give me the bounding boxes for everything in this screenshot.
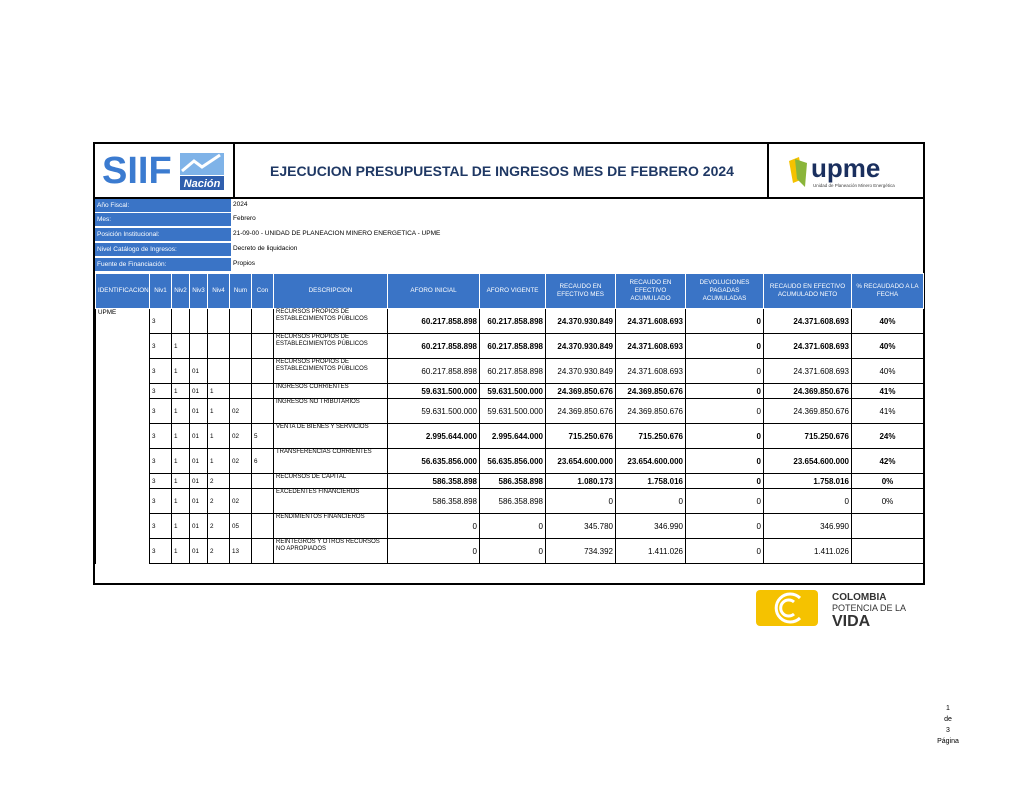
aforo-inicial-cell: 2.995.644.000: [388, 424, 480, 449]
niv2-cell: 1: [172, 399, 190, 424]
recaudo-acum-cell: 24.371.608.693: [616, 334, 686, 359]
niv1-cell: 3: [150, 514, 172, 539]
con-cell: [252, 334, 274, 359]
recaudo-mes-cell: 24.369.850.676: [546, 384, 616, 399]
con-cell: [252, 539, 274, 564]
info-value: 21-09-00 - UNIDAD DE PLANEACION MINERO ENERGETICA - UPME: [233, 230, 441, 237]
aforo-inicial-cell: 0: [388, 539, 480, 564]
table-row: [96, 474, 924, 489]
upme-logo: [767, 144, 923, 197]
recaudo-acum-cell: 24.371.608.693: [616, 359, 686, 384]
recaudo-mes-cell: 23.654.600.000: [546, 449, 616, 474]
recaudo-neto-cell: 24.371.608.693: [764, 359, 852, 384]
siif-logo-text: SIIF: [102, 149, 172, 192]
num-cell: [230, 474, 252, 489]
page-label: Página: [937, 738, 959, 745]
niv1-cell: 3: [150, 539, 172, 564]
table-row: [96, 359, 924, 384]
descripcion-cell: VENTA DE BIENES Y SERVICIOS: [274, 424, 388, 449]
descripcion-cell: INGRESOS CORRIENTES: [274, 384, 388, 399]
info-value: Propios: [233, 260, 256, 267]
column-header: Niv1: [150, 274, 172, 309]
porcentaje-cell: 42%: [852, 449, 924, 474]
con-cell: [252, 474, 274, 489]
aforo-vigente-cell: 2.995.644.000: [480, 424, 546, 449]
recaudo-mes-cell: 24.370.930.849: [546, 359, 616, 384]
niv2-cell: 1: [172, 384, 190, 399]
devoluciones-cell: 0: [686, 489, 764, 514]
descripcion-cell: TRANSFERENCIAS CORRIENTES: [274, 449, 388, 474]
niv3-cell: 01: [190, 424, 208, 449]
column-header: DESCRIPCION: [274, 274, 388, 309]
aforo-inicial-cell: 56.635.856.000: [388, 449, 480, 474]
niv2-cell: [172, 309, 190, 334]
porcentaje-cell: 41%: [852, 399, 924, 424]
table-row: [96, 334, 924, 359]
column-header: IDENTIFICACION: [96, 274, 150, 309]
niv4-cell: 2: [208, 474, 230, 489]
table-row: [96, 424, 924, 449]
budget-table-wrap: [95, 273, 923, 564]
budget-table: [95, 273, 924, 564]
niv4-cell: [208, 334, 230, 359]
niv4-cell: 2: [208, 489, 230, 514]
porcentaje-cell: [852, 514, 924, 539]
siif-nacion-logo: [95, 144, 235, 197]
devoluciones-cell: 0: [686, 334, 764, 359]
devoluciones-cell: 0: [686, 474, 764, 489]
recaudo-acum-cell: 1.758.016: [616, 474, 686, 489]
aforo-inicial-cell: 586.358.898: [388, 474, 480, 489]
aforo-vigente-cell: 60.217.858.898: [480, 309, 546, 334]
recaudo-neto-cell: 24.371.608.693: [764, 309, 852, 334]
con-cell: [252, 399, 274, 424]
descripcion-cell: RENDIMIENTOS FINANCIEROS: [274, 514, 388, 539]
table-row: [96, 449, 924, 474]
descripcion-cell: RECURSOS PROPIOS DE ESTABLECIMIENTOS PÚBLICOS: [274, 359, 388, 384]
report-title: EJECUCION PRESUPUESTAL DE INGRESOS MES DE FEBRERO 2024: [270, 162, 734, 179]
recaudo-neto-cell: 24.371.608.693: [764, 334, 852, 359]
aforo-vigente-cell: 60.217.858.898: [480, 334, 546, 359]
recaudo-acum-cell: 24.371.608.693: [616, 309, 686, 334]
recaudo-neto-cell: 715.250.676: [764, 424, 852, 449]
column-header: AFORO INICIAL: [388, 274, 480, 309]
porcentaje-cell: 40%: [852, 359, 924, 384]
num-cell: [230, 359, 252, 384]
con-cell: [252, 514, 274, 539]
niv3-cell: [190, 334, 208, 359]
descripcion-cell: RECURSOS PROPIOS DE ESTABLECIMIENTOS PÚBLICOS: [274, 309, 388, 334]
num-cell: 05: [230, 514, 252, 539]
aforo-inicial-cell: 586.358.898: [388, 489, 480, 514]
siif-logo-sub: Nación: [183, 177, 221, 190]
column-header: RECAUDO EN EFECTIVO ACUMULADO NETO: [764, 274, 852, 309]
niv3-cell: 01: [190, 384, 208, 399]
table-row: [96, 309, 924, 334]
identificacion-cell: UPME: [96, 309, 150, 564]
niv4-cell: 1: [208, 424, 230, 449]
column-header: Niv3: [190, 274, 208, 309]
recaudo-mes-cell: 24.370.930.849: [546, 334, 616, 359]
devoluciones-cell: 0: [686, 399, 764, 424]
report-info: [95, 197, 923, 273]
report-header: [95, 144, 923, 199]
niv1-cell: 3: [150, 309, 172, 334]
con-cell: [252, 359, 274, 384]
niv3-cell: 01: [190, 489, 208, 514]
descripcion-cell: RECURSOS PROPIOS DE ESTABLECIMIENTOS PÚBLICOS: [274, 334, 388, 359]
aforo-vigente-cell: 59.631.500.000: [480, 399, 546, 424]
recaudo-neto-cell: 23.654.600.000: [764, 449, 852, 474]
num-cell: 02: [230, 424, 252, 449]
colombia-text-1: COLOMBIA: [832, 592, 887, 603]
colombia-text-2: POTENCIA DE LA: [832, 603, 907, 613]
aforo-inicial-cell: 60.217.858.898: [388, 309, 480, 334]
num-cell: 13: [230, 539, 252, 564]
niv2-cell: 1: [172, 474, 190, 489]
aforo-inicial-cell: 59.631.500.000: [388, 399, 480, 424]
recaudo-neto-cell: 24.369.850.676: [764, 384, 852, 399]
num-cell: 02: [230, 399, 252, 424]
info-label: Mes:: [95, 213, 231, 226]
aforo-inicial-cell: 60.217.858.898: [388, 359, 480, 384]
info-label: Fuente de Financiación:: [95, 258, 231, 271]
porcentaje-cell: [852, 539, 924, 564]
aforo-vigente-cell: 586.358.898: [480, 489, 546, 514]
con-cell: 6: [252, 449, 274, 474]
niv4-cell: 2: [208, 539, 230, 564]
page-current: 1: [946, 705, 950, 712]
niv3-cell: 01: [190, 474, 208, 489]
niv3-cell: 01: [190, 539, 208, 564]
niv4-cell: 1: [208, 384, 230, 399]
column-header: Niv4: [208, 274, 230, 309]
con-cell: 5: [252, 424, 274, 449]
table-row: [96, 399, 924, 424]
niv4-cell: 2: [208, 514, 230, 539]
niv4-cell: 1: [208, 399, 230, 424]
aforo-inicial-cell: 0: [388, 514, 480, 539]
niv3-cell: 01: [190, 399, 208, 424]
recaudo-mes-cell: 0: [546, 489, 616, 514]
recaudo-neto-cell: 346.990: [764, 514, 852, 539]
info-row: [95, 199, 923, 213]
recaudo-mes-cell: 24.370.930.849: [546, 309, 616, 334]
column-header: AFORO VIGENTE: [480, 274, 546, 309]
upme-logo-graphic: [781, 149, 911, 193]
num-cell: [230, 384, 252, 399]
descripcion-cell: RECURSOS DE CAPITAL: [274, 474, 388, 489]
table-row: [96, 489, 924, 514]
info-row: [95, 213, 923, 227]
column-header: RECAUDO EN EFECTIVO ACUMULADO: [616, 274, 686, 309]
recaudo-acum-cell: 715.250.676: [616, 424, 686, 449]
devoluciones-cell: 0: [686, 424, 764, 449]
devoluciones-cell: 0: [686, 359, 764, 384]
niv1-cell: 3: [150, 474, 172, 489]
table-row: [96, 539, 924, 564]
table-row: [96, 514, 924, 539]
niv4-cell: [208, 309, 230, 334]
num-cell: 02: [230, 489, 252, 514]
info-label: Posición Institucional:: [95, 228, 231, 241]
niv4-cell: [208, 359, 230, 384]
niv2-cell: 1: [172, 539, 190, 564]
info-label: Año Fiscal:: [95, 199, 231, 212]
recaudo-acum-cell: 0: [616, 489, 686, 514]
recaudo-acum-cell: 23.654.600.000: [616, 449, 686, 474]
recaudo-acum-cell: 346.990: [616, 514, 686, 539]
siif-logo-graphic: [100, 149, 228, 193]
aforo-vigente-cell: 0: [480, 539, 546, 564]
recaudo-mes-cell: 345.780: [546, 514, 616, 539]
info-value: 2024: [233, 201, 248, 208]
porcentaje-cell: 40%: [852, 309, 924, 334]
num-cell: [230, 334, 252, 359]
aforo-inicial-cell: 59.631.500.000: [388, 384, 480, 399]
niv2-cell: 1: [172, 489, 190, 514]
niv1-cell: 3: [150, 489, 172, 514]
recaudo-mes-cell: 734.392: [546, 539, 616, 564]
table-header-row: [96, 274, 924, 309]
devoluciones-cell: 0: [686, 384, 764, 399]
info-row: [95, 228, 923, 242]
info-row: [95, 258, 923, 272]
con-cell: [252, 489, 274, 514]
column-header: DEVOLUCIONES PAGADAS ACUMULADAS: [686, 274, 764, 309]
porcentaje-cell: 40%: [852, 334, 924, 359]
upme-logo-text: upme: [811, 152, 881, 183]
column-header: % RECAUDADO A LA FECHA: [852, 274, 924, 309]
colombia-text-3: VIDA: [832, 613, 871, 628]
aforo-vigente-cell: 60.217.858.898: [480, 359, 546, 384]
devoluciones-cell: 0: [686, 539, 764, 564]
num-cell: [230, 309, 252, 334]
colombia-logo-graphic: [756, 588, 926, 628]
column-header: Niv2: [172, 274, 190, 309]
info-value: Febrero: [233, 215, 256, 222]
devoluciones-cell: 0: [686, 449, 764, 474]
porcentaje-cell: 0%: [852, 474, 924, 489]
niv1-cell: 3: [150, 399, 172, 424]
niv1-cell: 3: [150, 449, 172, 474]
info-value: Decreto de liquidacion: [233, 245, 298, 252]
recaudo-neto-cell: 0: [764, 489, 852, 514]
aforo-vigente-cell: 56.635.856.000: [480, 449, 546, 474]
recaudo-acum-cell: 24.369.850.676: [616, 399, 686, 424]
column-header: Con: [252, 274, 274, 309]
aforo-vigente-cell: 59.631.500.000: [480, 384, 546, 399]
recaudo-neto-cell: 1.411.026: [764, 539, 852, 564]
aforo-vigente-cell: 586.358.898: [480, 474, 546, 489]
niv3-cell: 01: [190, 449, 208, 474]
report-frame: [93, 142, 925, 585]
column-header: RECAUDO EN EFECTIVO MES: [546, 274, 616, 309]
devoluciones-cell: 0: [686, 514, 764, 539]
page-number: [928, 703, 968, 747]
descripcion-cell: REINTEGROS Y OTROS RECURSOS NO APROPIADOS: [274, 539, 388, 564]
aforo-vigente-cell: 0: [480, 514, 546, 539]
niv3-cell: [190, 309, 208, 334]
niv3-cell: 01: [190, 359, 208, 384]
porcentaje-cell: 24%: [852, 424, 924, 449]
colombia-potencia-logo: [756, 588, 926, 628]
niv1-cell: 3: [150, 384, 172, 399]
table-row: [96, 384, 924, 399]
page-total: 3: [946, 727, 950, 734]
num-cell: 02: [230, 449, 252, 474]
niv2-cell: 1: [172, 424, 190, 449]
niv1-cell: 3: [150, 424, 172, 449]
recaudo-mes-cell: 715.250.676: [546, 424, 616, 449]
recaudo-acum-cell: 1.411.026: [616, 539, 686, 564]
con-cell: [252, 384, 274, 399]
info-row: [95, 243, 923, 257]
niv1-cell: 3: [150, 334, 172, 359]
porcentaje-cell: 0%: [852, 489, 924, 514]
niv2-cell: 1: [172, 449, 190, 474]
upme-logo-sub: Unidad de Planeación Minero Energética: [813, 182, 895, 188]
descripcion-cell: INGRESOS NO TRIBUTARIOS: [274, 399, 388, 424]
column-header: Num: [230, 274, 252, 309]
aforo-inicial-cell: 60.217.858.898: [388, 334, 480, 359]
niv1-cell: 3: [150, 359, 172, 384]
recaudo-mes-cell: 1.080.173: [546, 474, 616, 489]
niv2-cell: 1: [172, 334, 190, 359]
niv2-cell: 1: [172, 514, 190, 539]
recaudo-acum-cell: 24.369.850.676: [616, 384, 686, 399]
recaudo-neto-cell: 24.369.850.676: [764, 399, 852, 424]
table-body: [96, 309, 924, 564]
recaudo-mes-cell: 24.369.850.676: [546, 399, 616, 424]
porcentaje-cell: 41%: [852, 384, 924, 399]
con-cell: [252, 309, 274, 334]
niv4-cell: 1: [208, 449, 230, 474]
niv2-cell: 1: [172, 359, 190, 384]
page-de: de: [944, 716, 952, 723]
info-label: Nivel Catálogo de Ingresos:: [95, 243, 231, 256]
devoluciones-cell: 0: [686, 309, 764, 334]
descripcion-cell: EXCEDENTES FINANCIEROS: [274, 489, 388, 514]
recaudo-neto-cell: 1.758.016: [764, 474, 852, 489]
niv3-cell: 01: [190, 514, 208, 539]
